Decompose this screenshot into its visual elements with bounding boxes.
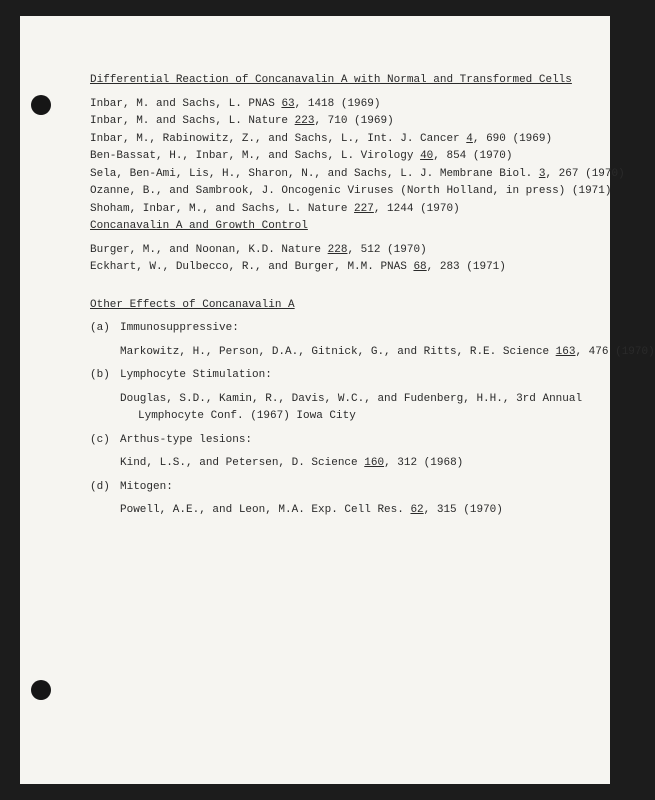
section-heading-differential: Differential Reaction of Concanavalin A with Normal and Transformed Cells	[90, 74, 572, 86]
reference-line: Ozanne, B., and Sambrook, J. Oncogenic Viruses (North Holland, in press) (1971)	[90, 185, 612, 197]
section-heading-growth-control: Concanavalin A and Growth Control	[90, 220, 308, 232]
punch-hole-bottom	[31, 680, 51, 700]
punch-hole-top	[31, 95, 51, 115]
reference-line: Sela, Ben-Ami, Lis, H., Sharon, N., and Sachs, L. J. Membrane Biol. 3, 267 (1970)	[90, 167, 625, 180]
list-item	[90, 367, 600, 385]
item-label: Lymphocyte Stimulation:	[120, 369, 272, 381]
reference-line: Burger, M., and Noonan, K.D. Nature 228, 512 (1970)	[90, 243, 427, 256]
reference-line: Shoham, Inbar, M., and Sachs, L. Nature 227, 1244 (1970)	[90, 202, 460, 215]
reference-line: Inbar, M. and Sachs, L. Nature 223, 710 (1969)	[90, 115, 394, 127]
list-item	[90, 320, 600, 338]
reference-line: Eckhart, W., Dulbecco, R., and Burger, M.M. PNAS 68, 283 (1971)	[90, 261, 506, 273]
list-item	[90, 479, 600, 497]
item-label: Mitogen:	[120, 480, 173, 493]
reference-line: Powell, A.E., and Leon, M.A. Exp. Cell Res. 62, 315 (1970)	[120, 504, 503, 516]
reference-line: Douglas, S.D., Kamin, R., Davis, W.C., and Fudenberg, H.H., 3rd Annual	[120, 392, 583, 405]
list-item	[90, 432, 600, 450]
reference-line: Kind, L.S., and Petersen, D. Science 160, 312 (1968)	[120, 457, 464, 469]
reference-continuation: Lymphocyte Conf. (1967) Iowa City	[138, 410, 356, 422]
reference-line: Ben-Bassat, H., Inbar, M., and Sachs, L. Virology 40, 854 (1970)	[90, 150, 513, 162]
item-label: Arthus-type lesions:	[120, 433, 253, 446]
reference-line: Inbar, M., Rabinowitz, Z., and Sachs, L., Int. J. Cancer 4, 690 (1969)	[90, 132, 553, 145]
document-body	[90, 72, 655, 520]
reference-line: Inbar, M. and Sachs, L. PNAS 63, 1418 (1969)	[90, 97, 381, 110]
item-marker: (b)	[90, 369, 110, 381]
item-marker: (c)	[90, 433, 110, 446]
item-marker: (d)	[90, 480, 110, 493]
item-label: Immunosuppressive:	[120, 322, 239, 334]
item-marker: (a)	[90, 322, 110, 334]
section-heading-other-effects: Other Effects of Concanavalin A	[90, 298, 295, 311]
reference-line: Markowitz, H., Person, D.A., Gitnick, G., and Ritts, R.E. Science 163, 476 (1970)	[120, 345, 655, 358]
document-page	[20, 16, 655, 784]
